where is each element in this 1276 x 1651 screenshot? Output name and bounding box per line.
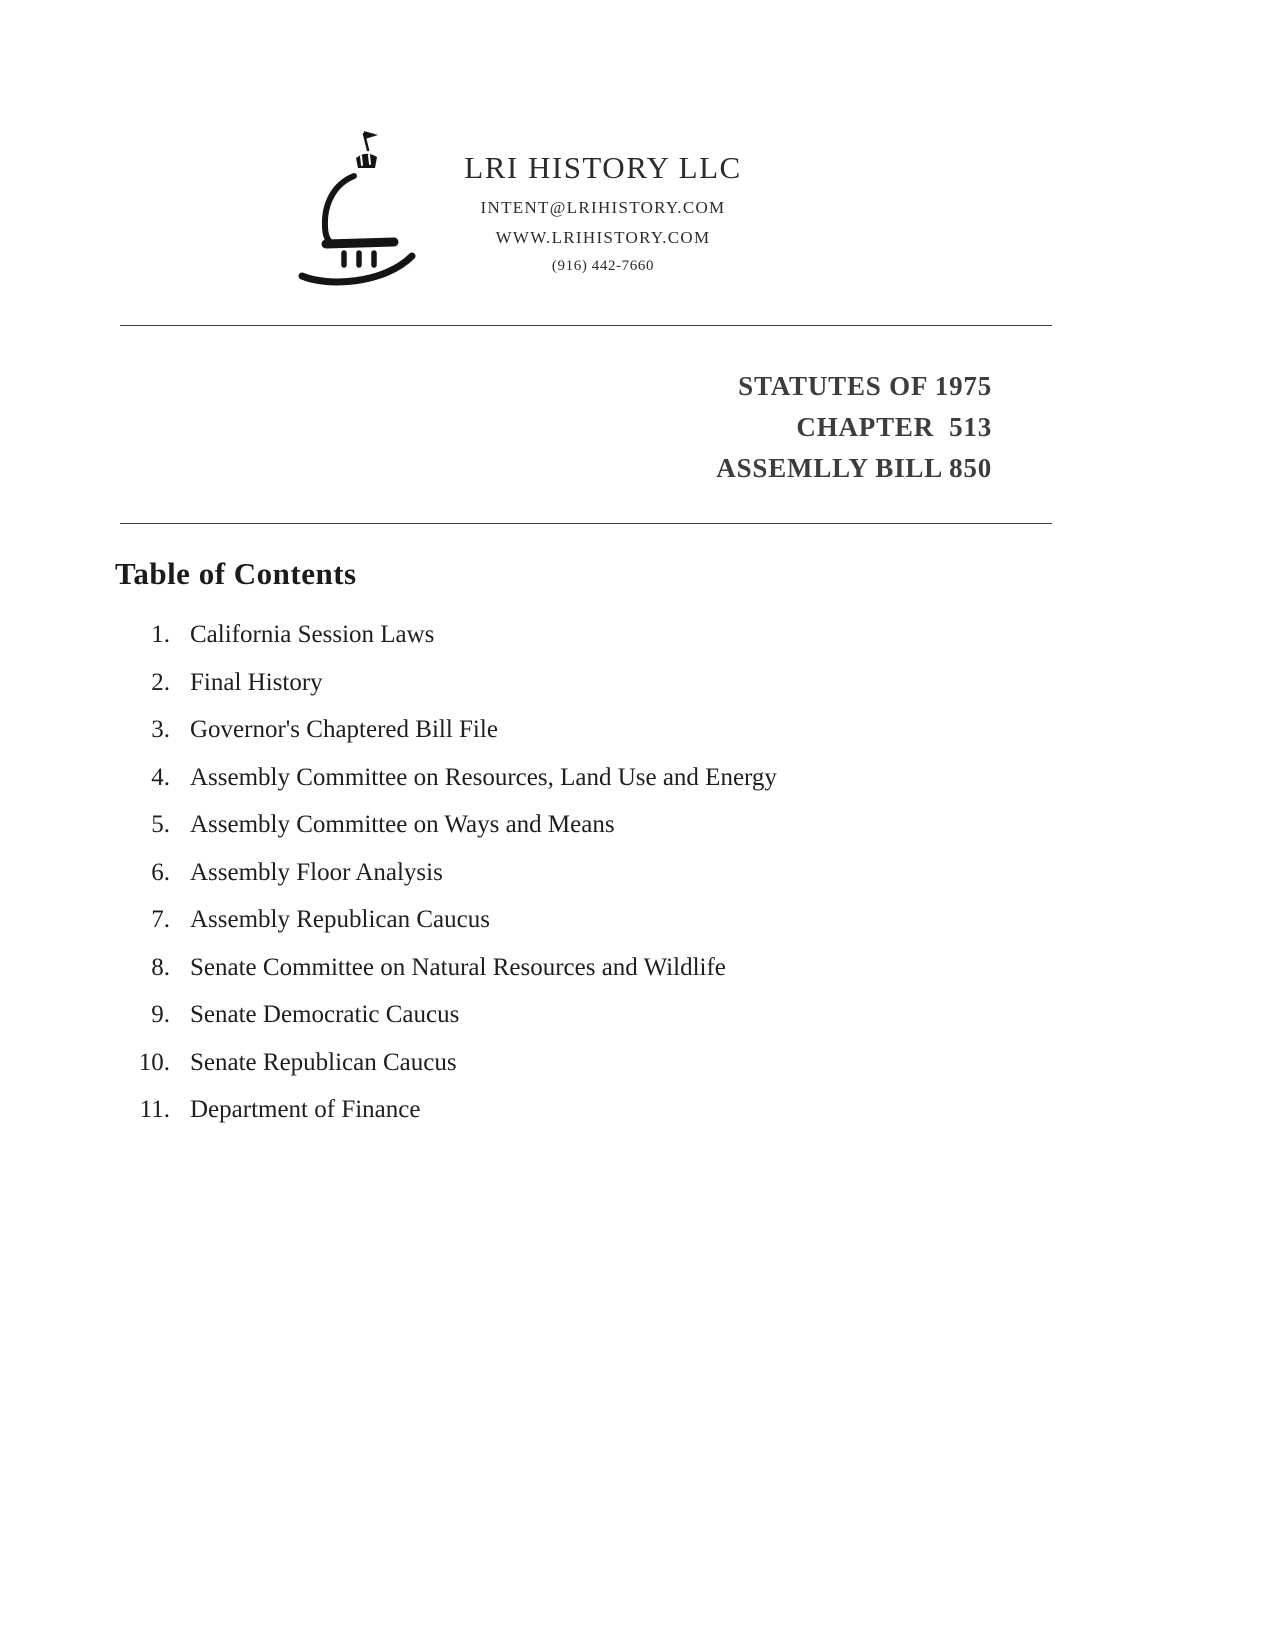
toc-item-number: 10. xyxy=(138,1048,170,1076)
toc-item-label: Assembly Republican Caucus xyxy=(190,906,490,933)
toc-item-number: 7. xyxy=(151,906,170,933)
statutes-year-line: STATUTES OF 1975 xyxy=(738,371,992,401)
chapter-line: CHAPTER 513 xyxy=(796,412,992,442)
toc-item xyxy=(115,860,1015,887)
toc-list xyxy=(115,622,1015,1145)
toc-item-number: 11. xyxy=(139,1096,170,1123)
toc-item-number: 6. xyxy=(151,858,170,886)
company-name: LRI HISTORY LLC xyxy=(464,150,742,185)
company-phone: (916) 442-7660 xyxy=(551,258,655,274)
toc-item-label: Senate Republican Caucus xyxy=(190,1048,457,1076)
toc-item-label: Governor's Chaptered Bill File xyxy=(190,716,498,743)
toc-item-label: Assembly Floor Analysis xyxy=(190,858,443,886)
toc-item-number: 1. xyxy=(151,621,170,648)
letterhead xyxy=(428,150,778,275)
toc-item xyxy=(115,622,1015,649)
toc-item-number: 2. xyxy=(151,668,170,696)
divider-bottom xyxy=(120,523,1052,524)
company-email: INTENT@LRIHISTORY.COM xyxy=(480,198,726,217)
toc-item xyxy=(115,717,1015,744)
toc-item xyxy=(115,765,1015,792)
assembly-bill-line: ASSEMLLY BILL 850 xyxy=(716,453,992,483)
toc-item-number: 9. xyxy=(151,1001,170,1028)
toc-item xyxy=(115,955,1015,982)
toc-item-label: California Session Laws xyxy=(190,621,435,648)
toc-item xyxy=(115,812,1015,839)
company-website: WWW.LRIHISTORY.COM xyxy=(495,228,711,247)
toc-item xyxy=(115,1050,1015,1077)
toc-item xyxy=(115,907,1015,934)
toc-item xyxy=(115,670,1015,697)
toc-item-number: 4. xyxy=(151,763,170,791)
toc-item-number: 8. xyxy=(151,953,170,981)
toc-item xyxy=(115,1097,1015,1124)
toc-item-number: 5. xyxy=(151,811,170,838)
toc-item-label: Department of Finance xyxy=(190,1096,421,1123)
toc-item-label: Senate Committee on Natural Resources and Wildlife xyxy=(190,953,726,981)
toc-item-label: Senate Democratic Caucus xyxy=(190,1001,460,1028)
toc-heading: Table of Contents xyxy=(115,556,357,591)
toc-item xyxy=(115,1002,1015,1029)
toc-item-number: 3. xyxy=(151,716,170,743)
toc-item-label: Assembly Committee on Ways and Means xyxy=(190,811,615,838)
statute-title-block xyxy=(716,366,992,489)
divider-top xyxy=(120,325,1052,326)
toc-item-label: Final History xyxy=(190,668,323,696)
toc-item-label: Assembly Committee on Resources, Land Use and Energy xyxy=(190,763,777,791)
capitol-logo-icon xyxy=(288,126,436,286)
